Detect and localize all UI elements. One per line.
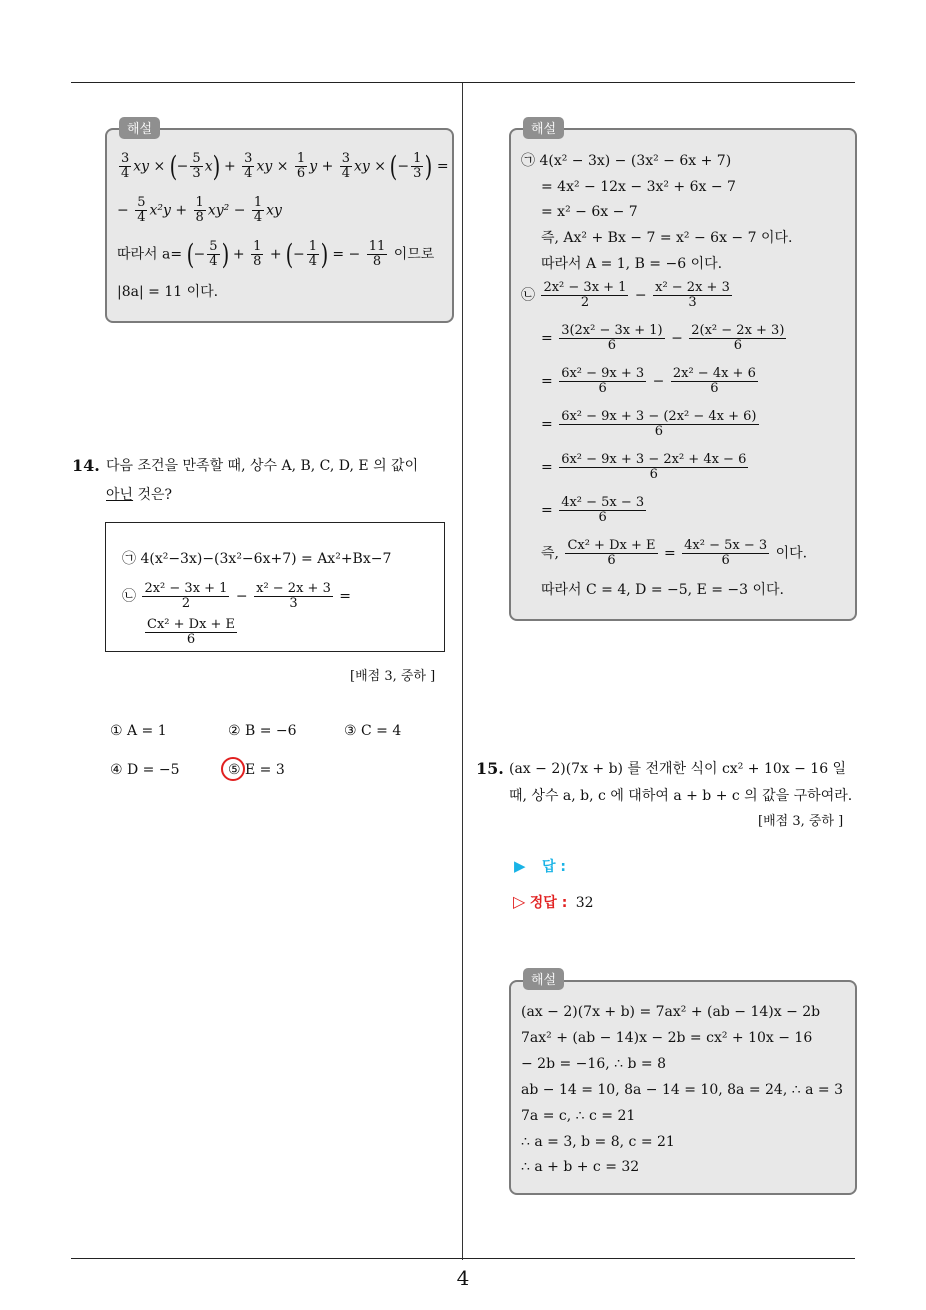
sol14-frac-line3: = $\frac{\text{6x² − 9x + 3}}{6}$ − $\frac{\text{2x² − 4x + 6}}{6}$ — [541, 366, 756, 396]
condition-2: ㉡ $\frac{\text{2x² − 3x + 1}}{2}$ − $\frac{\text{x² − 2x + 3}}{3}$ = — [122, 581, 352, 611]
solution-tag: 해설 — [119, 117, 160, 139]
sol14-frac-line1: ㉡ $\frac{\text{2x² − 3x + 1}}{2}$ − $\frac{\text{x² − 2x + 3}}{3}$ — [521, 280, 730, 310]
sol15-line: (ax − 2)(7x + b) = 7ax² + (ab − 14)x − 2b — [521, 1004, 821, 1020]
sol15-line: ∴ a = 3, b = 8, c = 21 — [521, 1134, 675, 1150]
option-4[interactable]: ④ D = −5 — [110, 762, 180, 778]
sol15-line: 7a = c, ∴ c = 21 — [521, 1108, 636, 1124]
question-14-text-2: 아닌 것은? — [106, 487, 173, 503]
answer-label: 답 : — [542, 859, 566, 875]
sol14-line1: ㉠ 4(x² − 3x) − (3x² − 6x + 7) — [521, 153, 732, 169]
sol14-last-line: 따라서 C = 4, D = −5, E = −3 이다. — [541, 582, 785, 598]
sol13-line3: 따라서 a= (− $\frac{5}{4}$ ) + $\frac{1}{8}$ + (− $\frac{1}{4}$ ) = − $\frac{11}{8}$ 이므로 — [117, 237, 435, 271]
question-15-text-2: 때, 상수 a, b, c 에 대하여 a + b + c 의 값을 구하여라. — [509, 788, 853, 804]
sol14-frac-line7: 즉, $\frac{\text{Cx² + Dx + E}}{6}$ = $\frac{\text{4x² − 5x − 3}}{6}$ 이다. — [541, 538, 808, 568]
option-2[interactable]: ② B = −6 — [228, 723, 297, 739]
sol15-line: 7ax² + (ab − 14)x − 2b = cx² + 10x − 16 — [521, 1030, 813, 1046]
correct-value: 32 — [575, 895, 594, 911]
correct-answer-row — [513, 892, 594, 912]
correct-arrow-icon: ▷ — [513, 892, 526, 911]
score-14: [배점 3, 중하 ] — [350, 669, 436, 684]
question-number-14: 14. — [72, 456, 100, 475]
question-15-text-1: (ax − 2)(7x + b) 를 전개한 식이 cx² + 10x − 16 일 — [509, 761, 847, 777]
sol15-line: − 2b = −16, ∴ b = 8 — [521, 1056, 666, 1072]
column-divider — [462, 83, 463, 1260]
sol14-frac-line2: = $\frac{\text{3(2x² − 3x + 1)}}{6}$ − $\frac{\text{2(x² − 2x + 3)}}{6}$ — [541, 323, 785, 353]
page-number: 4 — [456, 1266, 470, 1290]
question-number-15: 15. — [476, 759, 504, 778]
condition-1: ㉠ 4(x²−3x)−(3x²−6x+7) = Ax²+Bx−7 — [122, 551, 392, 567]
sol14-frac-line6: = $\frac{\text{4x² − 5x − 3}}{6}$ — [541, 495, 645, 525]
sol15-line: ab − 14 = 10, 8a − 14 = 10, 8a = 24, ∴ a = 3 — [521, 1082, 843, 1098]
sol14-line2: = 4x² − 12x − 3x² + 6x − 7 — [541, 179, 736, 195]
option-5[interactable]: ⑤ E = 3 — [228, 762, 285, 778]
option-1[interactable]: ① A = 1 — [110, 723, 167, 739]
condition-2-rhs: $\frac{\text{Cx² + Dx + E}}{6}$ — [147, 617, 236, 647]
bottom-rule — [71, 1258, 855, 1259]
sol14-frac-line4: = $\frac{\text{6x² − 9x + 3 − (2x² − 4x + 6)}}{6}$ — [541, 409, 757, 439]
answer-arrow-icon: ▶ — [514, 857, 526, 875]
solution-tag: 해설 — [523, 968, 564, 990]
correct-label: 정답 : — [529, 895, 568, 911]
sol13-line4: |8a| = 11 이다. — [117, 284, 219, 300]
question-14-text-1: 다음 조건을 만족할 때, 상수 A, B, C, D, E 의 값이 — [106, 458, 419, 474]
answer-row[interactable] — [514, 856, 566, 876]
sol14-frac-line5: = $\frac{\text{6x² − 9x + 3 − 2x² + 4x − 6}}{6}$ — [541, 452, 747, 482]
sol13-line1: $\frac{3}{4}$ xy × (− $\frac{5}{3}$ x) + $\frac{3}{4}$ xy × $\frac{1}{6}$ y + $\frac{3}{4}$ xy × (− $\frac{1}{3}$ ) = — [121, 149, 449, 183]
sol14-line4: 즉, Ax² + Bx − 7 = x² − 6x − 7 이다. — [541, 230, 793, 246]
solution-tag: 해설 — [523, 117, 564, 139]
top-rule — [71, 82, 855, 83]
sol13-line2: − $\frac{5}{4}$ x²y + $\frac{1}{8}$ xy² − $\frac{1}{4}$ xy — [117, 195, 282, 225]
option-3[interactable]: ③ C = 4 — [344, 723, 402, 739]
score-15: [배점 3, 중하 ] — [758, 814, 844, 829]
sol15-line: ∴ a + b + c = 32 — [521, 1159, 640, 1175]
sol14-line3: = x² − 6x − 7 — [541, 204, 638, 220]
sol14-line5: 따라서 A = 1, B = −6 이다. — [541, 256, 723, 272]
